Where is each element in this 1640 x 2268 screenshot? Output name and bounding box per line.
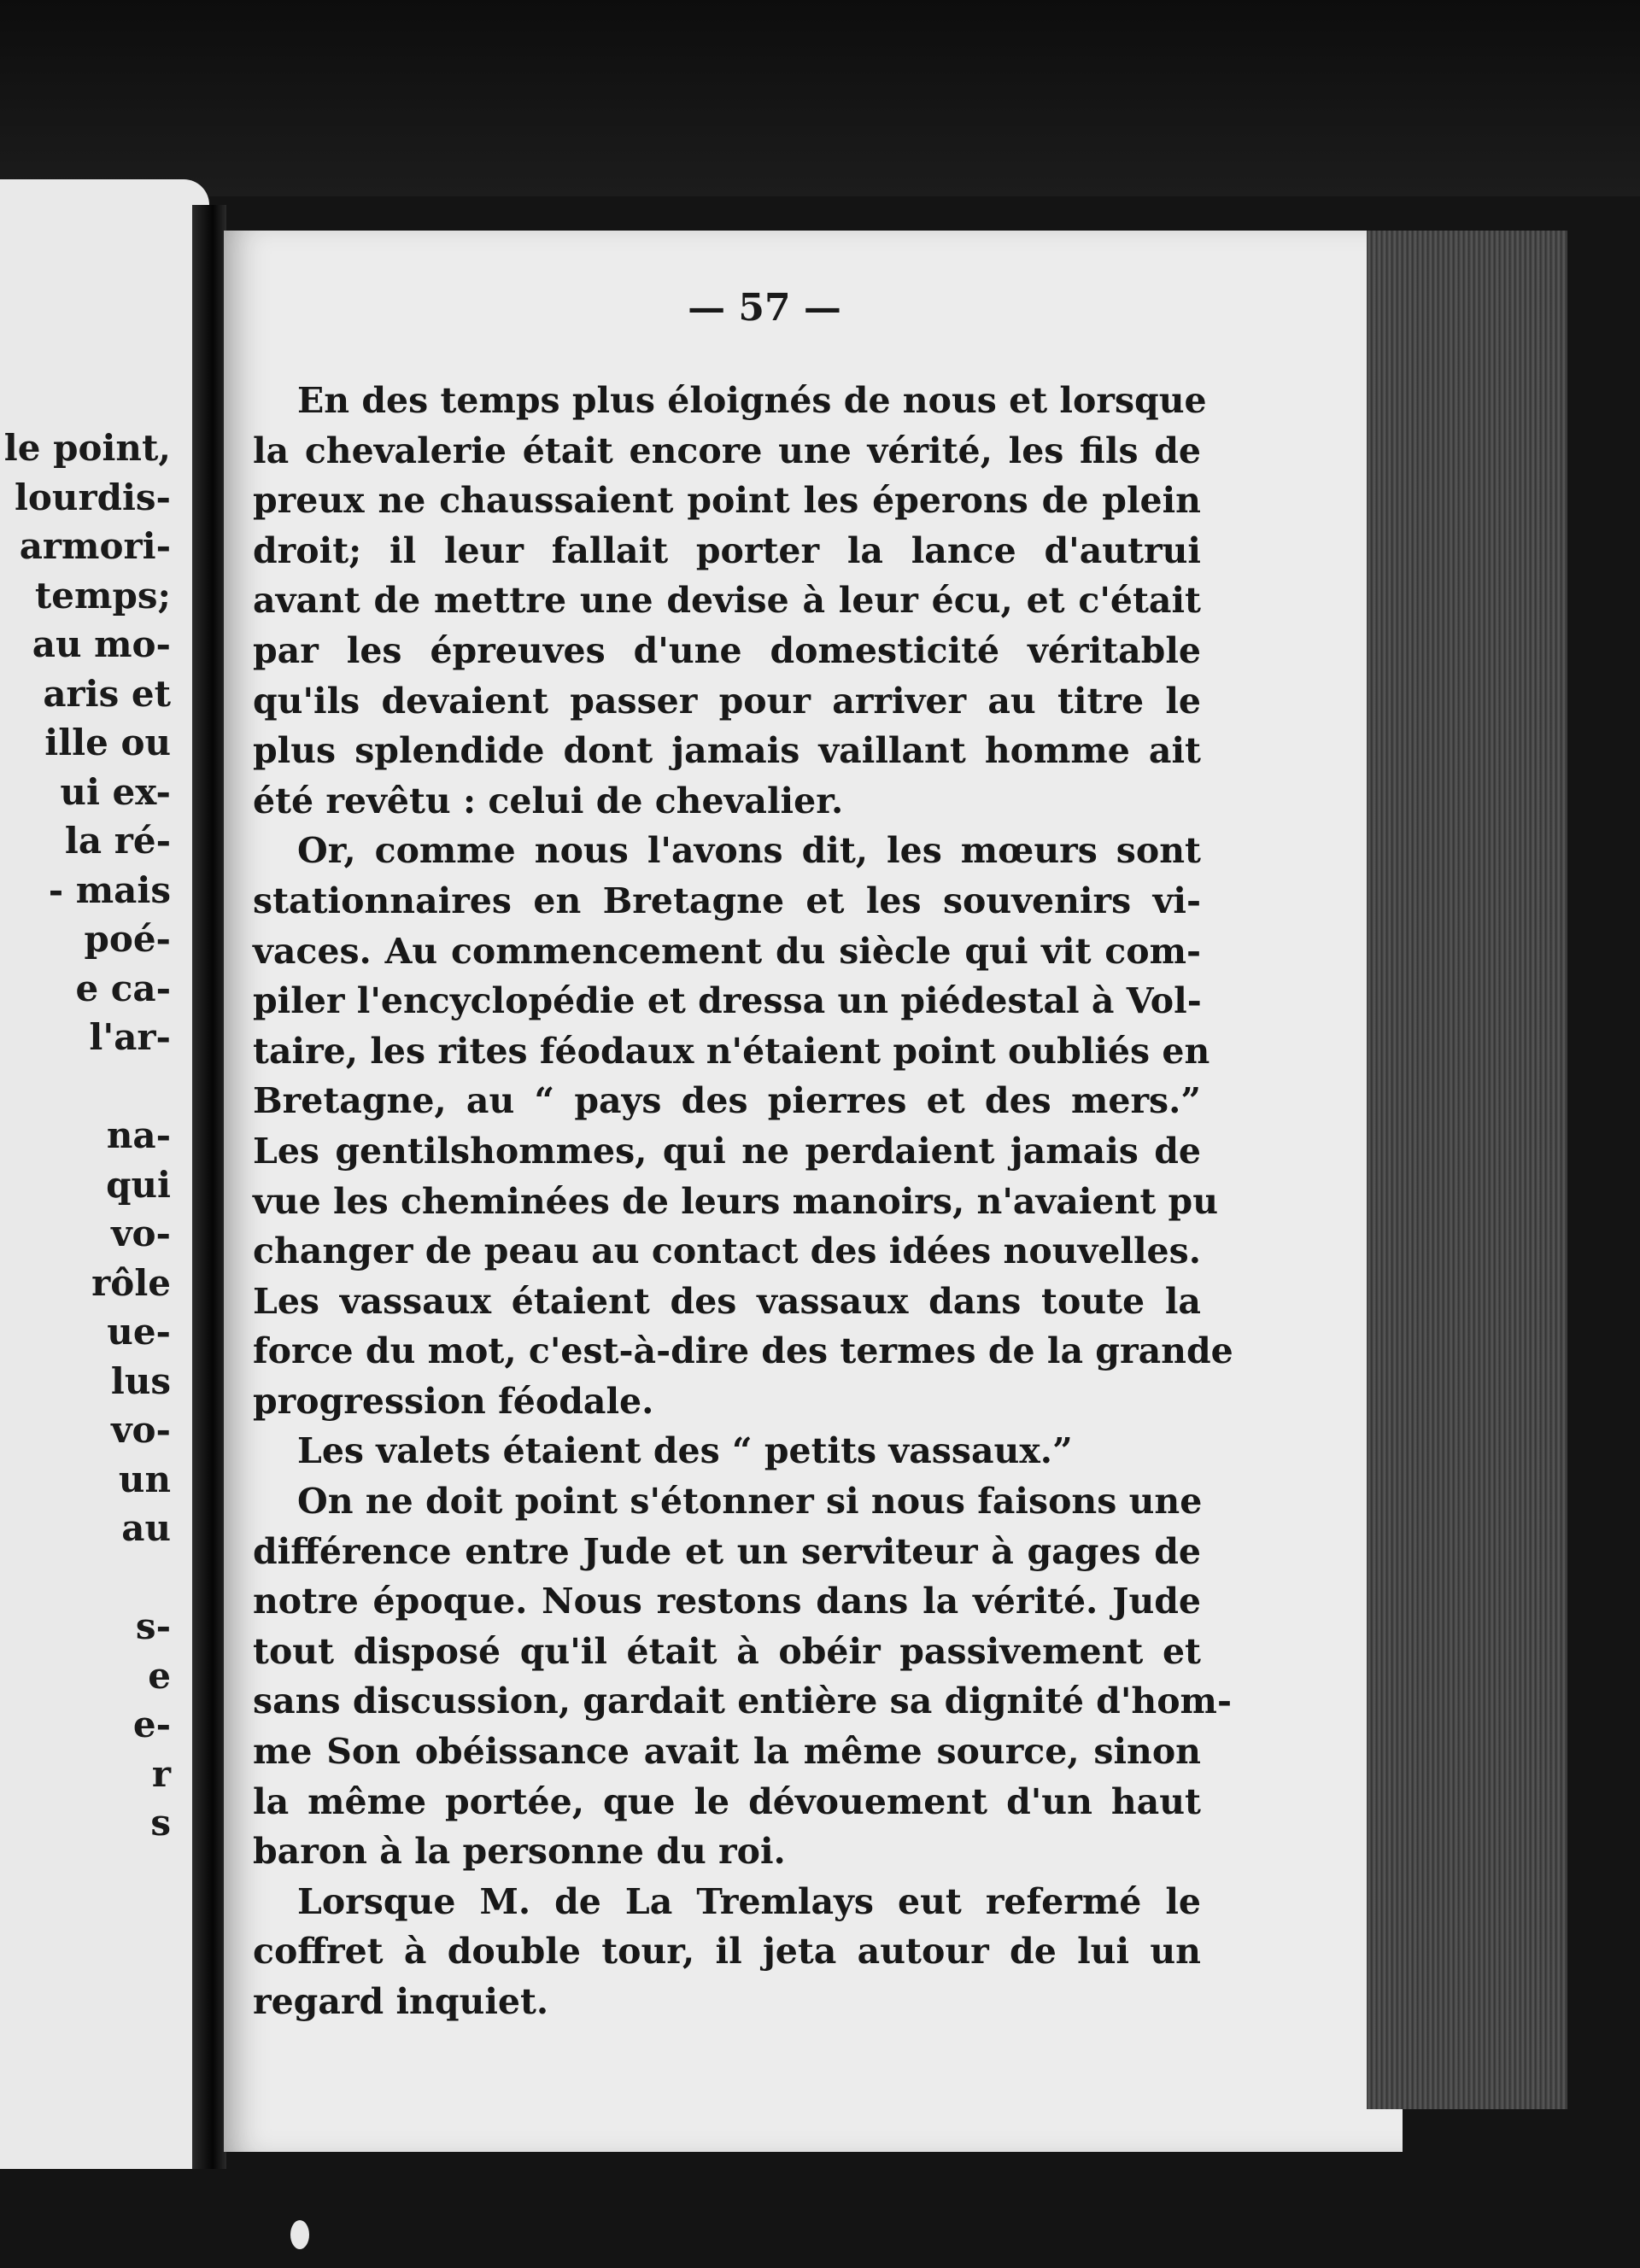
text-line: notre époque. Nous restons dans la vérité. Jude: [253, 1581, 1201, 1622]
previous-page-line: - mais: [48, 868, 171, 911]
previous-page-line: s: [150, 1802, 171, 1844]
text-line: sans discussion, gardait entière sa dignité d'hom-: [253, 1681, 1232, 1722]
previous-page-line: e ca-: [75, 967, 171, 1009]
text-line: baron à la personne du roi.: [253, 1831, 786, 1873]
previous-page-line: la ré-: [64, 820, 171, 862]
previous-page-line: e: [148, 1654, 171, 1697]
text-line: Les gentilshommes, qui ne perdaient jamais de: [253, 1130, 1201, 1172]
text-line: On ne doit point s'étonner si nous faisons une: [297, 1481, 1203, 1523]
text-line: Bretagne, au “ pays des pierres et des mers.”: [253, 1080, 1201, 1122]
text-line: vaces. Au commencement du siècle qui vit com-: [253, 930, 1201, 972]
text-line: Les valets étaient des “ petits vassaux.”: [297, 1430, 1073, 1472]
previous-page-line: ui ex-: [60, 770, 171, 813]
previous-page-line: temps;: [34, 574, 171, 617]
previous-page-line: au mo-: [32, 623, 171, 665]
scan-speck: [290, 2220, 309, 2249]
previous-page-line: armori-: [19, 525, 171, 567]
text-line: progression féodale.: [253, 1380, 654, 1422]
previous-page-line: aris et: [43, 672, 171, 715]
text-line: vue les cheminées de leurs manoirs, n'avaient pu: [253, 1180, 1219, 1222]
text-line: preux ne chaussaient point les éperons de plein: [253, 480, 1201, 522]
previous-page-line: l'ar-: [89, 1016, 171, 1058]
previous-page-line: lus: [110, 1359, 171, 1402]
previous-page-line: ille ou: [44, 722, 171, 763]
previous-page-line: vo-: [111, 1409, 171, 1451]
previous-page-line: na-: [106, 1114, 171, 1156]
previous-page-line: lourdis-: [14, 476, 171, 518]
text-line: droit; il leur fallait porter la lance d'autrui: [253, 529, 1201, 571]
text-line: force du mot, c'est-à-dire des termes de la grande: [253, 1330, 1233, 1372]
text-line: différence entre Jude et un serviteur à gages de: [253, 1530, 1201, 1572]
previous-page-line: r: [151, 1752, 171, 1795]
text-line: Lorsque M. de La Tremlays eut refermé le: [297, 1880, 1201, 1922]
text-line: En des temps plus éloignés de nous et lorsque: [297, 380, 1207, 421]
previous-page-line: qui: [106, 1163, 171, 1206]
previous-page-line: ue-: [107, 1311, 171, 1353]
text-line: avant de mettre une devise à leur écu, et c'était: [253, 580, 1201, 622]
text-line: changer de peau au contact des idées nouvelles.: [253, 1230, 1202, 1272]
scan-background: [0, 0, 1640, 196]
text-line: qu'ils devaient passer pour arriver au titre le: [253, 680, 1201, 722]
previous-page-line: e-: [132, 1704, 171, 1745]
text-line: taire, les rites féodaux n'étaient point oubliés en: [253, 1030, 1210, 1072]
book-gutter: [192, 205, 226, 2169]
page-number: [0, 286, 1640, 330]
text-line: Or, comme nous l'avons dit, les mœurs sont: [297, 830, 1201, 872]
previous-page: [0, 179, 209, 2169]
text-line: plus splendide dont jamais vaillant homme ait: [253, 730, 1201, 772]
text-line: tout disposé qu'il était à obéir passivement et: [253, 1630, 1201, 1672]
text-line: Les vassaux étaient des vassaux dans toute la: [253, 1280, 1201, 1322]
previous-page-line: le point,: [3, 427, 171, 469]
text-line: la même portée, que le dévouement d'un haut: [253, 1780, 1201, 1822]
page-number-text: — 57 —: [688, 286, 841, 330]
text-line: été revêtu : celui de chevalier.: [253, 780, 844, 821]
text-line: stationnaires en Bretagne et les souvenirs vi-: [253, 880, 1201, 921]
previous-page-line: vo-: [111, 1213, 171, 1254]
previous-page-line: un: [118, 1458, 171, 1500]
text-line: me Son obéissance avait la même source, sinon: [253, 1731, 1201, 1773]
page-edges: [1367, 231, 1567, 2109]
previous-page-line: au: [121, 1507, 171, 1549]
previous-page-line: rôle: [91, 1261, 171, 1304]
text-line: coffret à double tour, il jeta autour de lui un: [253, 1931, 1201, 1973]
body-text: [253, 376, 1233, 2027]
previous-page-line: poé-: [84, 918, 171, 960]
previous-page-line: s-: [135, 1605, 171, 1647]
text-line: la chevalerie était encore une vérité, les fils de: [253, 430, 1201, 471]
text-line: piler l'encyclopédie et dressa un piédestal à Vol-: [253, 980, 1202, 1022]
text-line: regard inquiet.: [253, 1981, 549, 2022]
text-line: par les épreuves d'une domesticité véritable: [253, 629, 1201, 671]
